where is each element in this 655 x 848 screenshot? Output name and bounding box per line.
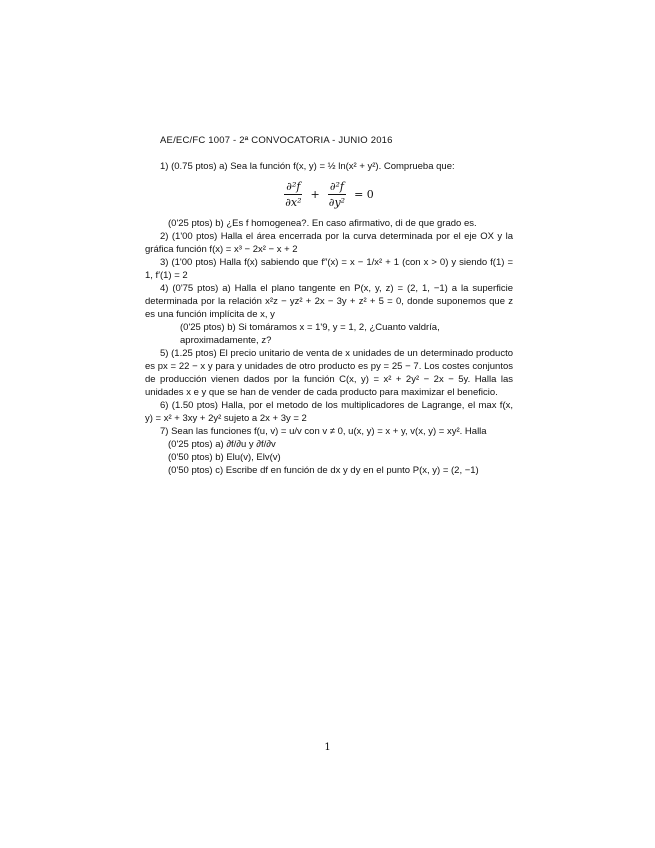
- exercise-7a: (0'25 ptos) a) ∂f/∂u y ∂f/∂v: [168, 439, 276, 450]
- fraction-fyy: [327, 180, 347, 209]
- page-number: 1: [324, 742, 331, 753]
- exercise-7: 7) Sean las funciones f(u, v) = u/v con v ≠ 0, u(x, y) = x + y, v(x, y) = xy². Halla: [160, 426, 487, 437]
- exercise-7c: (0'50 ptos) c) Escribe df en función de dx y dy en el punto P(x, y) = (2, −1): [168, 465, 479, 476]
- exercise-1b: (0'25 ptos) b) ¿Es f homogenea?. En caso afirmativo, di de que grado es.: [168, 218, 477, 229]
- exercise-4b: (0'25 ptos) b) Si tomáramos x = 1'9, y = 1, 2, ¿Cuanto valdría, aproximadamente, z?: [180, 322, 440, 346]
- exercise-1a: 1) (0.75 ptos) a) Sea la función f(x, y) = ½ ln(x² + y²). Comprueba que:: [160, 161, 455, 172]
- fraction-numerator: ∂²f: [286, 179, 301, 193]
- equals-zero: = 0: [354, 187, 374, 201]
- plus-sign: +: [310, 187, 320, 201]
- exercise-3: 3) (1'00 ptos) Halla f(x) sabiendo que f″(x) = x − 1/x² + 1 (con x > 0) y siendo f(1) = 1, f′(1) = 2: [145, 257, 513, 281]
- fraction-numerator: ∂²f: [329, 179, 344, 193]
- fraction-fxx: [283, 180, 303, 209]
- exercise-6: 6) (1.50 ptos) Halla, por el metodo de los multiplicadores de Lagrange, el max f(x, y) = x² + 3xy + 2y² sujeto a 2x + 3y = 2: [145, 400, 513, 424]
- fraction-denominator: ∂y²: [328, 195, 346, 209]
- exercise-5: 5) (1.25 ptos) El precio unitario de venta de x unidades de un determinado producto es px = 22 − x y para y unidades de otro producto es py = 25 − 7. Los costes conjuntos de producción vienen dados por la función C(x, y) = x² + 2y² − 2x − 5y. Halla las unidades x e y que se han de vender de cada producto para maximizar el beneficio.: [145, 348, 513, 398]
- fraction-denominator: ∂x²: [285, 195, 302, 209]
- exercise-2: 2) (1'00 ptos) Halla el área encerrada por la curva determinada por el eje OX y la gráfica función f(x) = x³ − 2x² − x + 2: [145, 231, 513, 255]
- exercise-7b: (0'50 ptos) b) Elu(v), Elv(v): [168, 452, 281, 463]
- laplace-formula: [145, 177, 513, 211]
- exercise-4a: 4) (0'75 ptos) a) Halla el plano tangente en P(x, y, z) = (2, 1, −1) a la superficie determinada por la relación x²z − yz² + 2x − 3y + z² + 5 = 0, donde suponemos que z es una función implícita de x, y: [145, 283, 513, 320]
- exercise-list: [145, 160, 513, 477]
- exam-title: AE/EC/FC 1007 - 2ª CONVOCATORIA - JUNIO 2016: [160, 135, 393, 146]
